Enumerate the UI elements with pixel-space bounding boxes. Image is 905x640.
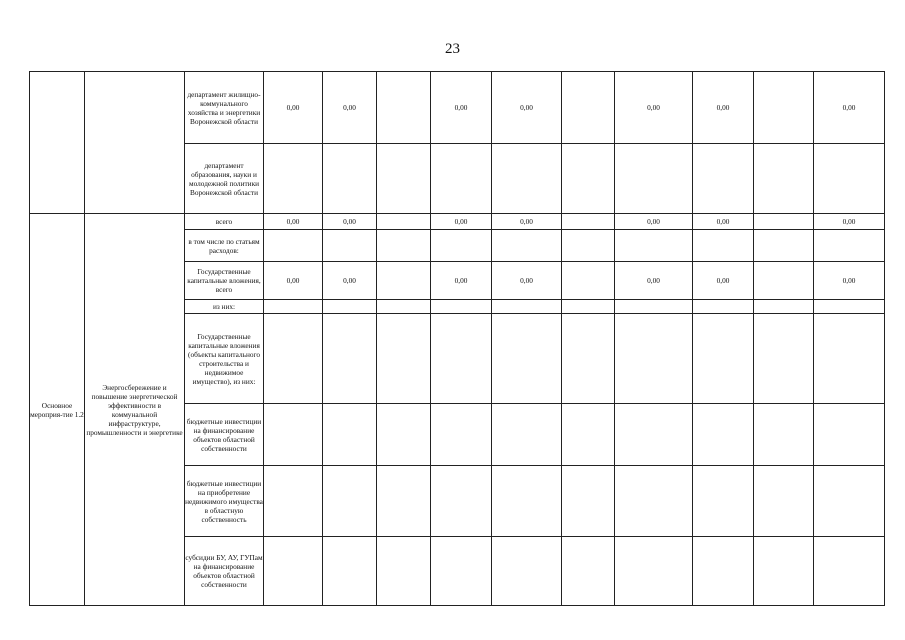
row-label: субсидии БУ, АУ, ГУПам на финансирование объектов областной собственности	[185, 537, 264, 606]
value-cell	[323, 404, 377, 466]
value-cell	[814, 404, 885, 466]
value-cell: 0,00	[693, 214, 754, 230]
value-cell	[492, 300, 562, 314]
value-cell	[615, 230, 693, 262]
status-cell-empty	[30, 72, 85, 214]
value-cell: 0,00	[264, 262, 323, 300]
value-cell	[693, 300, 754, 314]
value-cell: 0,00	[615, 214, 693, 230]
value-cell	[264, 144, 323, 214]
value-cell	[693, 537, 754, 606]
row-label: департамент жилищно-коммунального хозяйства и энергетики Воронежской области	[185, 72, 264, 144]
value-cell	[814, 230, 885, 262]
value-cell	[492, 466, 562, 537]
row-label: Государственные капитальные вложения (объекты капитального строительства и недвижимое имущество), из них:	[185, 314, 264, 404]
value-cell	[615, 404, 693, 466]
value-cell	[814, 300, 885, 314]
value-cell	[615, 314, 693, 404]
value-cell	[693, 144, 754, 214]
value-cell	[264, 404, 323, 466]
value-cell	[492, 537, 562, 606]
row-label: из них:	[185, 300, 264, 314]
value-cell	[562, 314, 615, 404]
value-cell	[754, 262, 814, 300]
value-cell: 0,00	[431, 72, 492, 144]
value-cell	[492, 314, 562, 404]
value-cell	[754, 537, 814, 606]
value-cell: 0,00	[323, 262, 377, 300]
value-cell	[693, 314, 754, 404]
value-cell	[615, 537, 693, 606]
value-cell	[754, 72, 814, 144]
value-cell: 0,00	[693, 262, 754, 300]
value-cell	[264, 466, 323, 537]
activity-name: Энергосбережение и повышение энергетической эффективности в коммунальной инфраструктуре, промышленности и энергетике	[85, 214, 185, 606]
value-cell	[431, 404, 492, 466]
value-cell	[492, 404, 562, 466]
value-cell	[814, 537, 885, 606]
value-cell: 0,00	[492, 72, 562, 144]
value-cell	[754, 300, 814, 314]
row-label: бюджетные инвестиции на финансирование объектов областной собственности	[185, 404, 264, 466]
value-cell	[492, 144, 562, 214]
activity-status: Основное мероприя-тие 1.2	[30, 214, 85, 606]
value-cell: 0,00	[431, 262, 492, 300]
value-cell: 0,00	[615, 72, 693, 144]
value-cell	[562, 230, 615, 262]
value-cell: 0,00	[323, 214, 377, 230]
value-cell	[264, 537, 323, 606]
budget-table	[29, 71, 885, 606]
value-cell	[431, 144, 492, 214]
value-cell: 0,00	[492, 214, 562, 230]
value-cell	[814, 144, 885, 214]
value-cell	[323, 300, 377, 314]
table-row	[30, 72, 885, 144]
value-cell	[377, 314, 431, 404]
value-cell	[377, 404, 431, 466]
value-cell	[431, 300, 492, 314]
value-cell: 0,00	[323, 72, 377, 144]
value-cell	[754, 466, 814, 537]
value-cell	[431, 314, 492, 404]
value-cell	[377, 144, 431, 214]
value-cell: 0,00	[693, 72, 754, 144]
value-cell	[377, 262, 431, 300]
value-cell	[615, 466, 693, 537]
value-cell	[754, 144, 814, 214]
value-cell	[814, 466, 885, 537]
value-cell	[377, 300, 431, 314]
value-cell	[431, 466, 492, 537]
value-cell: 0,00	[814, 72, 885, 144]
value-cell	[431, 230, 492, 262]
value-cell	[562, 72, 615, 144]
value-cell	[377, 72, 431, 144]
row-label: департамент образования, науки и молодежной политики Воронежской области	[185, 144, 264, 214]
value-cell	[323, 466, 377, 537]
value-cell	[323, 537, 377, 606]
table-row	[30, 214, 885, 230]
value-cell	[693, 230, 754, 262]
value-cell	[562, 537, 615, 606]
value-cell	[754, 404, 814, 466]
value-cell	[562, 466, 615, 537]
value-cell: 0,00	[615, 262, 693, 300]
row-label: всего	[185, 214, 264, 230]
value-cell	[754, 230, 814, 262]
value-cell	[562, 144, 615, 214]
name-cell-empty	[85, 72, 185, 214]
value-cell	[323, 144, 377, 214]
value-cell	[431, 537, 492, 606]
value-cell	[492, 230, 562, 262]
value-cell	[562, 300, 615, 314]
value-cell	[814, 314, 885, 404]
row-label: в том числе по статьям расходов:	[185, 230, 264, 262]
value-cell	[754, 314, 814, 404]
value-cell: 0,00	[431, 214, 492, 230]
value-cell	[615, 144, 693, 214]
value-cell	[377, 230, 431, 262]
value-cell: 0,00	[814, 214, 885, 230]
value-cell	[264, 300, 323, 314]
row-label: бюджетные инвестиции на приобретение недвижимого имущества в областную собственность	[185, 466, 264, 537]
value-cell: 0,00	[814, 262, 885, 300]
value-cell: 0,00	[492, 262, 562, 300]
value-cell: 0,00	[264, 72, 323, 144]
value-cell	[264, 230, 323, 262]
value-cell	[323, 314, 377, 404]
value-cell: 0,00	[264, 214, 323, 230]
value-cell	[693, 466, 754, 537]
value-cell	[377, 537, 431, 606]
value-cell	[264, 314, 323, 404]
value-cell	[323, 230, 377, 262]
value-cell	[754, 214, 814, 230]
page-number: 23	[445, 41, 460, 57]
value-cell	[377, 466, 431, 537]
value-cell	[693, 404, 754, 466]
value-cell	[562, 262, 615, 300]
row-label: Государственные капитальные вложения, всего	[185, 262, 264, 300]
value-cell	[562, 214, 615, 230]
value-cell	[377, 214, 431, 230]
value-cell	[562, 404, 615, 466]
value-cell	[615, 300, 693, 314]
